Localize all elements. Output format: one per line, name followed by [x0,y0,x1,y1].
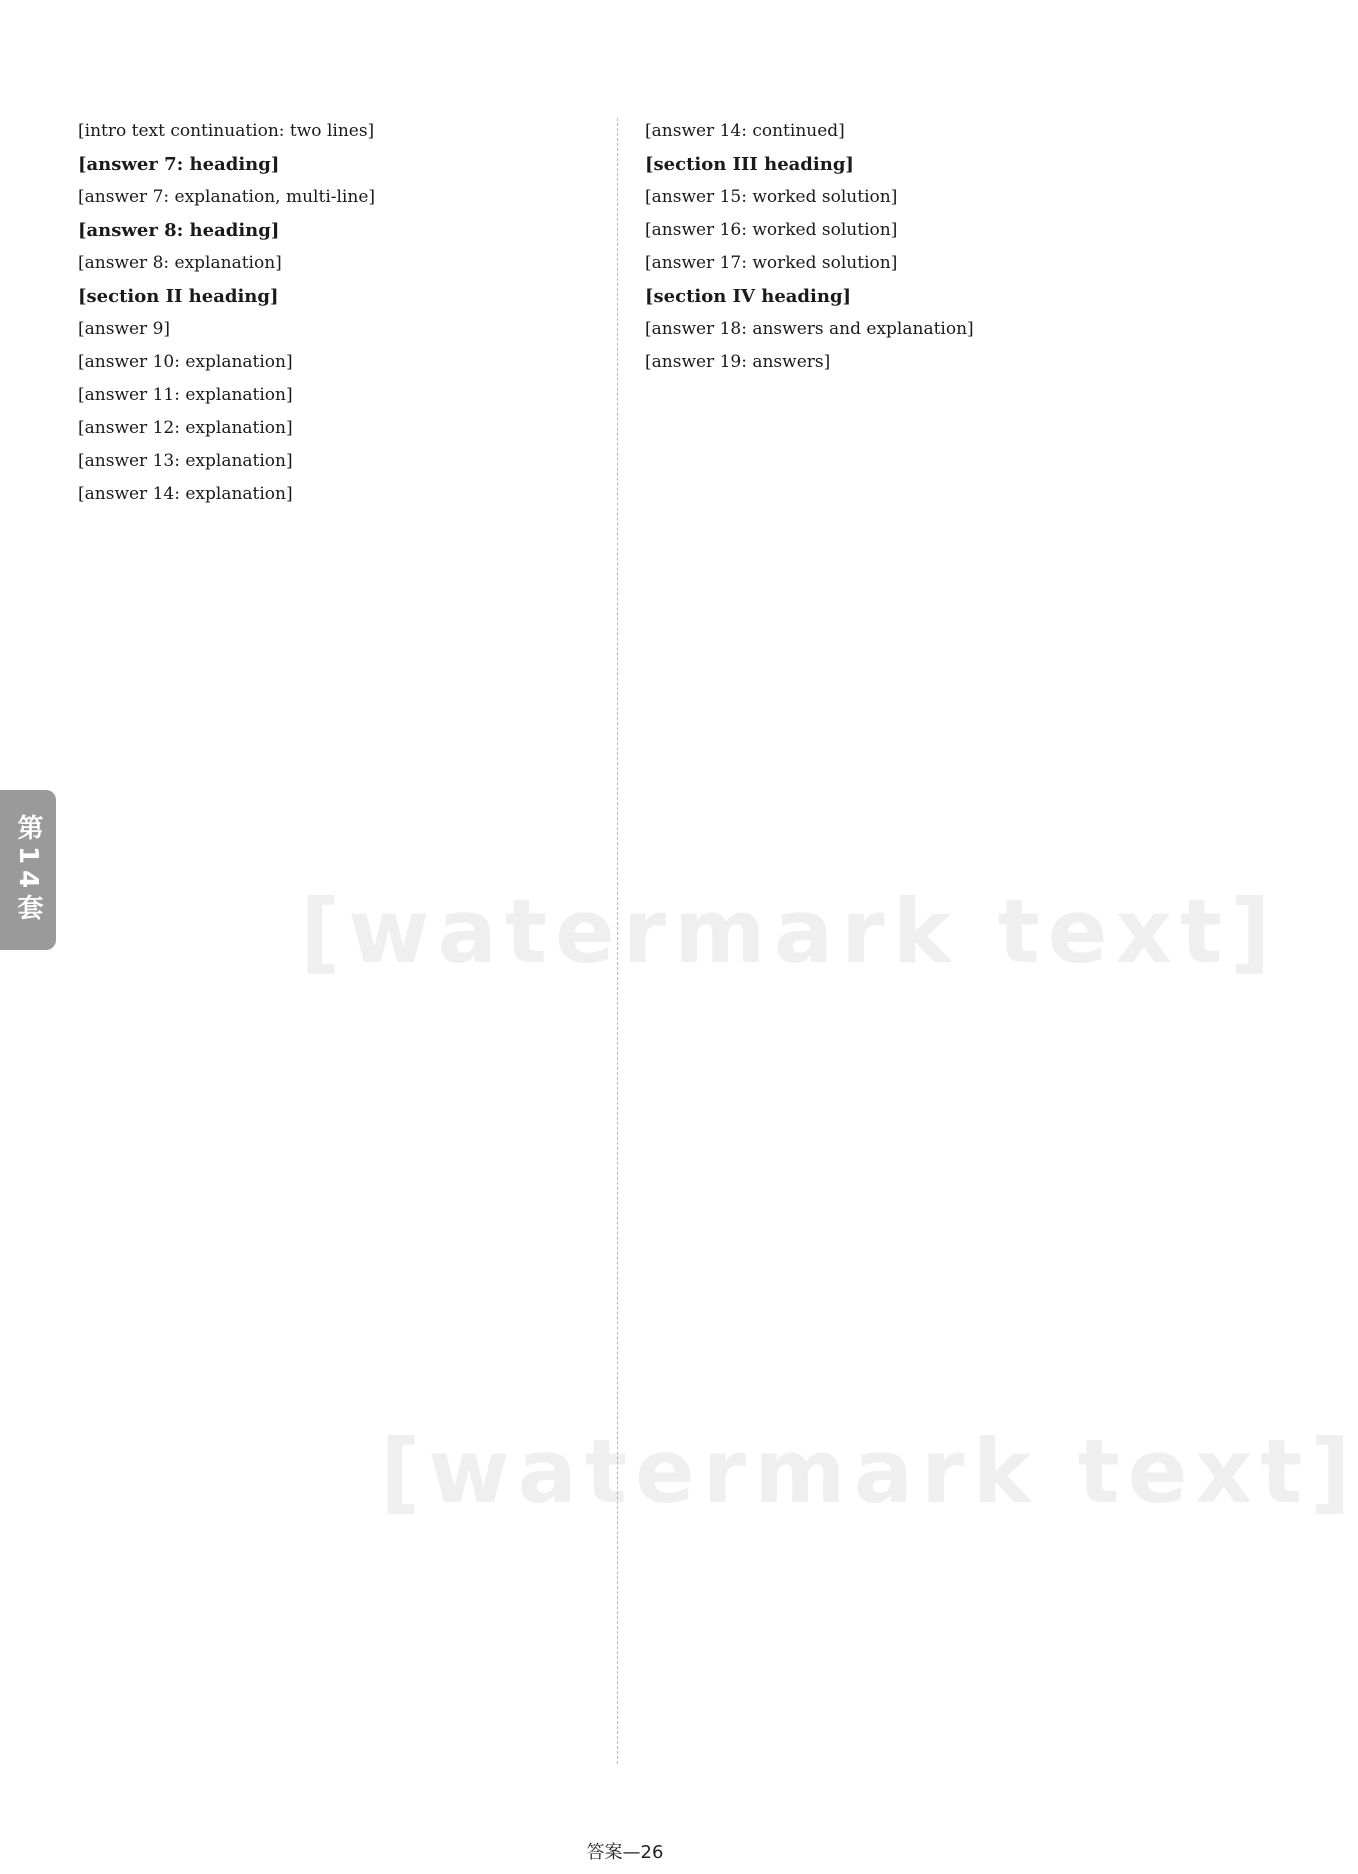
answer-block: [answer 14: continued] [645,121,845,141]
answer-block: [answer 19: answers] [645,352,831,372]
watermark: [watermark text] [380,1420,1358,1523]
page-footer: 答案—26 [586,1842,664,1863]
answer-block: [answer 12: explanation] [78,418,293,438]
section-heading: [section II heading] [78,286,279,307]
answer-block: [answer 16: worked solution] [645,220,898,240]
answer-block: [intro text continuation: two lines] [78,121,375,141]
section-heading: [answer 7: heading] [78,154,280,175]
section-heading: [section III heading] [645,154,854,175]
answer-block: [answer 15: worked solution] [645,187,898,207]
answer-block: [answer 7: explanation, multi-line] [78,187,376,207]
section-heading: [section IV heading] [645,286,852,307]
left-column [78,118,613,1764]
answer-block: [answer 8: explanation] [78,253,282,273]
answer-block: [answer 18: answers and explanation] [645,319,974,339]
answer-block: [answer 13: explanation] [78,451,293,471]
column-divider [617,118,618,1764]
answer-block: [answer 10: explanation] [78,352,293,372]
answer-block: [answer 14: explanation] [78,484,293,504]
answer-block: [answer 17: worked solution] [645,253,898,273]
answer-block: [answer 11: explanation] [78,385,293,405]
watermark: [watermark text] [300,880,1279,983]
right-column [645,118,1180,1764]
section-heading: [answer 8: heading] [78,220,280,241]
set-number-tab: 第14套 [0,790,56,950]
answer-block: [answer 9] [78,319,171,339]
